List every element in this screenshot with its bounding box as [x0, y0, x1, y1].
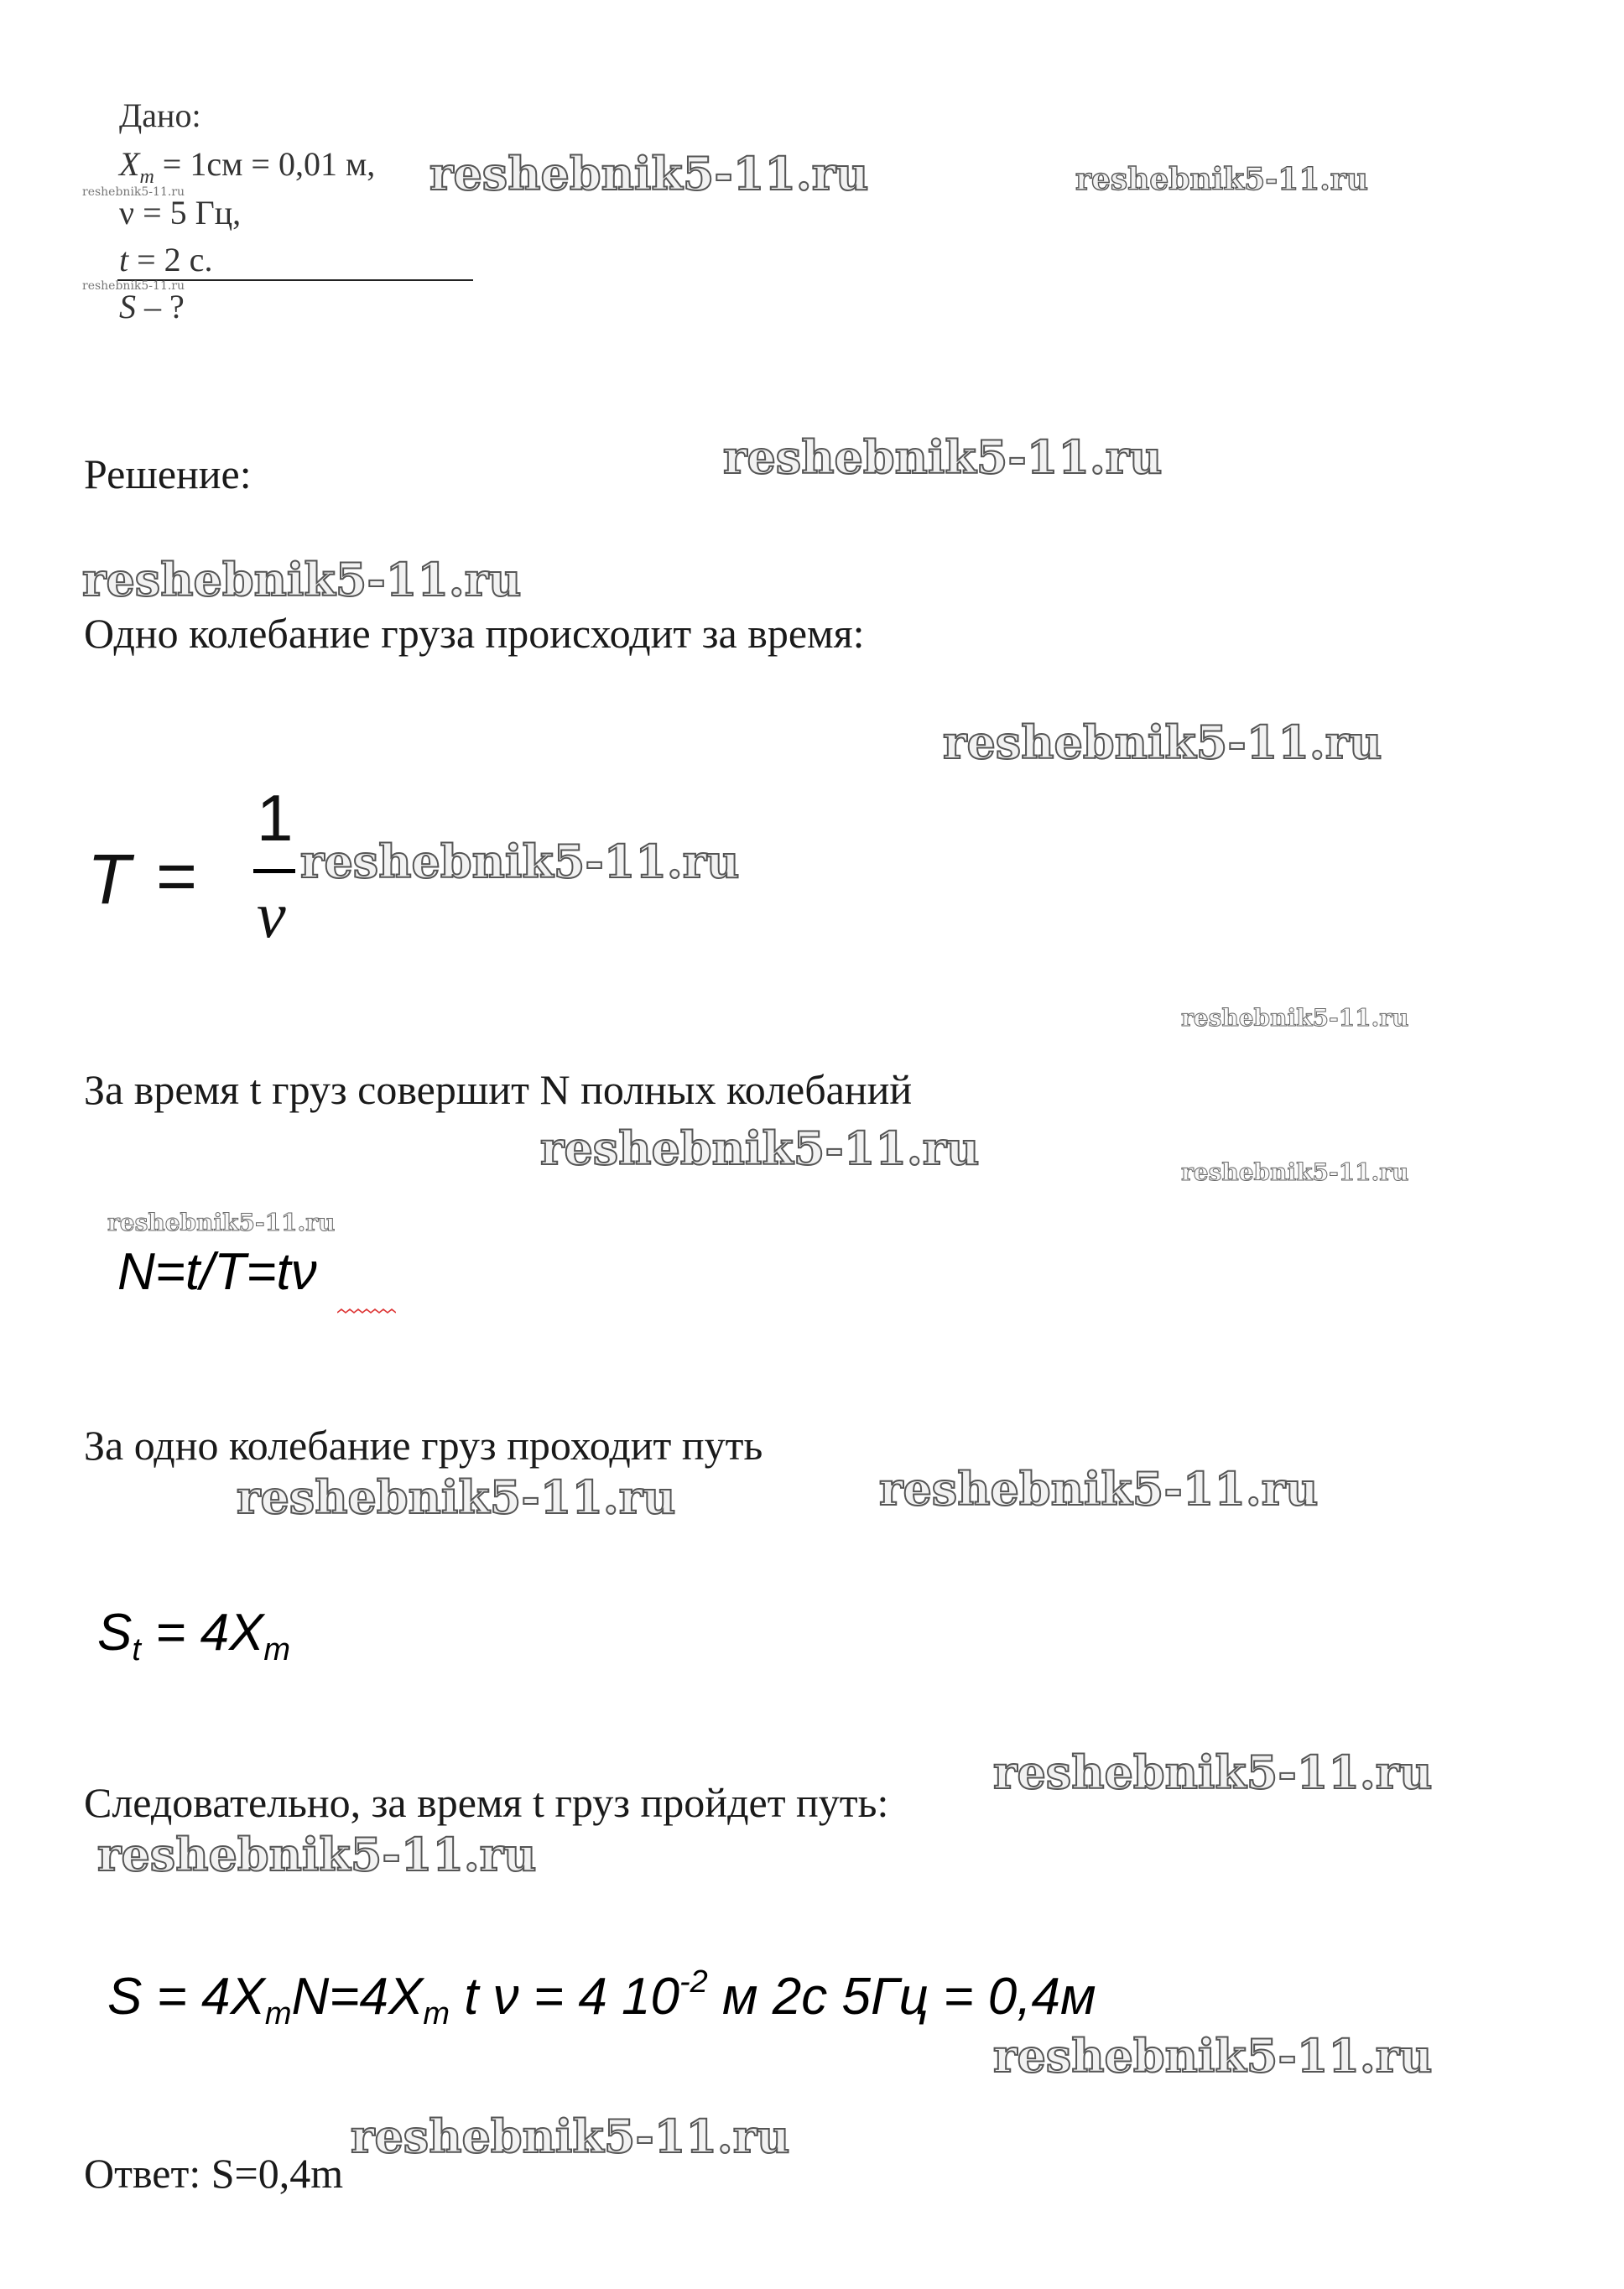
watermark: reshebnik5-11.ru: [82, 185, 185, 199]
solution-heading: Решение:: [84, 450, 252, 497]
formula-path-x-sub: m: [263, 1632, 291, 1667]
unknown-var: S: [119, 288, 136, 325]
watermark: reshebnik5-11.ru: [351, 2110, 790, 2163]
watermark: reshebnik5-11.ru: [237, 1470, 676, 1524]
paragraph-total-path: Следовательно, за время t груз пройдет путь:: [84, 1779, 889, 1826]
paragraph-oscillation-time: Одно колебание груза происходит за время:: [84, 610, 865, 657]
formula-total-d: м 2с 5Гц = 0,4м: [707, 1968, 1096, 2026]
watermark: reshebnik5-11.ru: [993, 2029, 1433, 2083]
watermark: reshebnik5-11.ru: [97, 1828, 537, 1881]
given-time: [119, 243, 212, 277]
formula-period-lhs: T: [87, 840, 131, 918]
spellcheck-underline: [337, 1308, 396, 1315]
formula-period-fraction-bar: [253, 869, 295, 873]
formula-total-sub2: m: [423, 1996, 450, 2031]
formula-total-sub1: m: [264, 1996, 292, 2031]
unknown-mark: – ?: [136, 288, 185, 325]
formula-period-numerator: 1: [257, 781, 294, 855]
formula-path-s: S: [97, 1604, 133, 1662]
watermark: reshebnik5-11.ru: [82, 553, 522, 606]
formula-total-b: N=4X: [291, 1968, 424, 2026]
formula-total-path: [107, 1966, 1096, 2030]
paragraph-full-oscillations: За время t груз совершит N полных колебаний: [84, 1066, 913, 1113]
watermark: reshebnik5-11.ru: [1075, 162, 1368, 197]
watermark: reshebnik5-11.ru: [540, 1121, 980, 1175]
formula-total-a: S = 4X: [107, 1968, 265, 2026]
watermark: reshebnik5-11.ru: [879, 1462, 1319, 1516]
watermark: reshebnik5-11.ru: [1181, 1004, 1409, 1032]
formula-oscillation-count: N=t/T=tν: [117, 1243, 317, 1301]
watermark: reshebnik5-11.ru: [82, 279, 185, 293]
watermark: reshebnik5-11.ru: [723, 430, 1163, 484]
watermark: reshebnik5-11.ru: [943, 715, 1382, 769]
watermark: reshebnik5-11.ru: [300, 835, 740, 888]
formula-path-rhs: = 4X: [140, 1604, 264, 1662]
watermark: reshebnik5-11.ru: [429, 147, 869, 200]
time-var: t: [119, 241, 129, 278]
given-frequency: ν = 5 Гц,: [119, 194, 242, 232]
amplitude-var: X: [119, 145, 140, 183]
answer: Ответ: S=0,4m: [84, 2150, 344, 2197]
given-title: Дано:: [119, 96, 201, 134]
watermark: reshebnik5-11.ru: [107, 1209, 336, 1236]
formula-period-denominator: ν: [257, 878, 286, 951]
paragraph-path-one-oscillation: За одно колебание груз проходит путь: [84, 1422, 763, 1469]
formula-period-equals: =: [156, 836, 198, 915]
given-unknown: [119, 290, 185, 324]
amplitude-sub: m: [139, 166, 154, 188]
given-amplitude: [119, 145, 376, 188]
time-value: = 2 с.: [128, 241, 213, 278]
formula-path-s-sub: t: [132, 1632, 141, 1667]
amplitude-value: = 1см = 0,01 м,: [154, 145, 376, 183]
watermark: reshebnik5-11.ru: [993, 1745, 1433, 1799]
formula-path-one-oscillation: [97, 1604, 291, 1667]
watermark: reshebnik5-11.ru: [1181, 1158, 1409, 1186]
formula-total-c: t ν = 4 10: [450, 1968, 680, 2026]
formula-total-exponent: -2: [679, 1964, 708, 2000]
